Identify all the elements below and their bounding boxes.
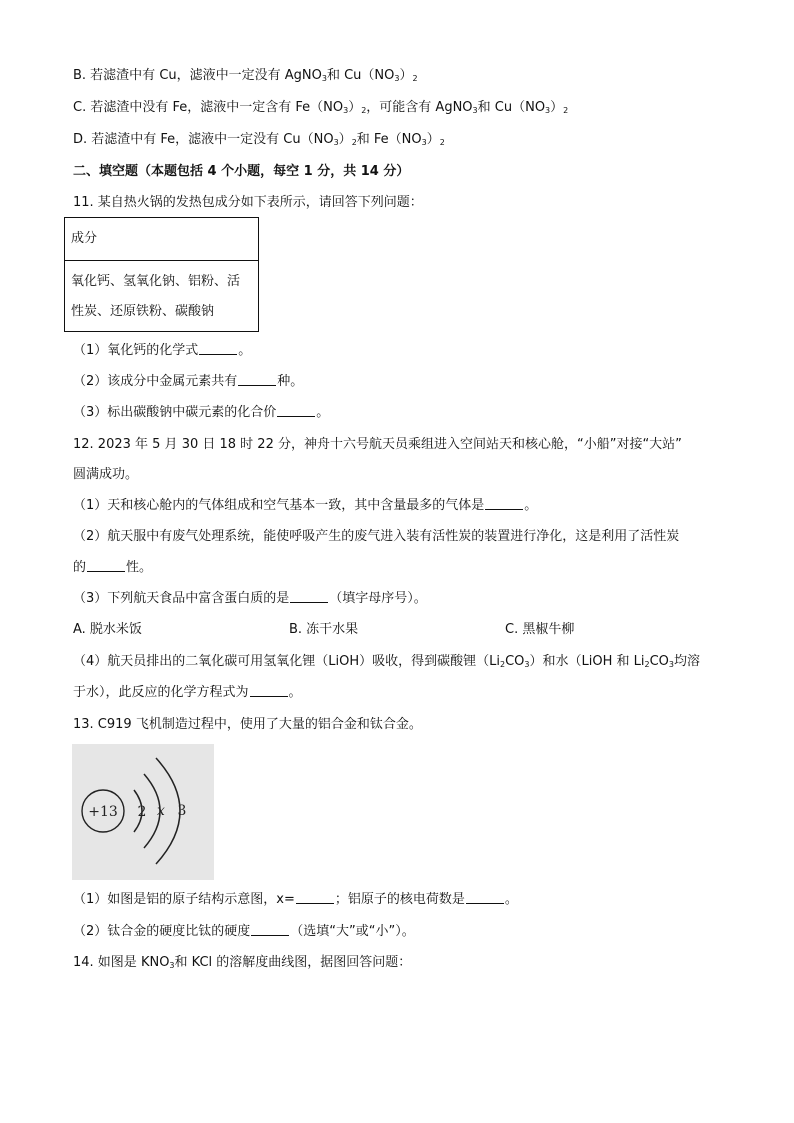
q12-part3: （3）下列航天食品中富含蛋白质的是 （填字母序号）。 xyxy=(73,591,427,606)
q13-part2: （2）钛合金的硬度比钛的硬度 （选填“大”或“小”）。 xyxy=(73,924,415,939)
section-title: 二、填空题（本题包括 4 个小题，每空 1 分，共 14 分） xyxy=(73,164,410,179)
q12-part2-line1: （2）航天服中有废气处理系统，能使呼吸产生的废气进入装有活性炭的装置进行净化，这是利用了活性炭 xyxy=(73,529,680,544)
q14-stem: 14. 如图是 $KNO_3$和 KCl 的溶解度曲线图，据图回答问题： xyxy=(73,955,412,970)
answer-blank[interactable] xyxy=(251,923,289,936)
q10-option-d: D. 若滤渣中有 Fe，滤液中一定没有 $Cu(NO_3)_2$和 $Fe(NO_3)_2$ xyxy=(73,132,445,147)
q12-stem-line1: 12. 2023 年 5 月 30 日 18 时 22 分，神舟十六号航天员乘组进入空间站天和核心舱，“小船”对接“大站” xyxy=(73,437,682,452)
table-header: 成分 xyxy=(65,218,259,261)
atom-diagram-svg xyxy=(72,744,214,880)
answer-blank[interactable] xyxy=(485,497,523,510)
q13-part1: （1）如图是铝的原子结构示意图，x= ；铝原子的核电荷数是 。 xyxy=(73,892,518,907)
answer-blank[interactable] xyxy=(290,590,328,603)
q11-stem: 11. 某自热火锅的发热包成分如下表所示，请回答下列问题： xyxy=(73,195,423,210)
q11-part3: （3）标出碳酸钠中碳元素的化合价 。 xyxy=(73,405,330,420)
q13-stem: 13. C919 飞机制造过程中，使用了大量的铝合金和钛合金。 xyxy=(73,717,422,732)
answer-blank[interactable] xyxy=(277,404,315,417)
q10-option-b: B. 若滤渣中有 Cu，滤液中一定没有 AgNO$_3$和 $Cu(NO_3)_2$ xyxy=(73,68,418,83)
answer-blank[interactable] xyxy=(250,684,288,697)
nucleus-charge: +13 xyxy=(88,804,118,820)
shell2-electrons: x xyxy=(157,803,165,819)
q12-part1: （1）天和核心舱内的气体组成和空气基本一致，其中含量最多的气体是 。 xyxy=(73,498,538,513)
q11-part1: （1）氧化钙的化学式 。 xyxy=(73,343,252,358)
q12-stem-line2: 圆满成功。 xyxy=(73,467,139,482)
q12-option-c: C. 黑椒牛柳 xyxy=(505,622,575,637)
ingredients-table xyxy=(64,217,259,332)
shell3-electrons: 3 xyxy=(177,803,187,819)
answer-blank[interactable] xyxy=(87,559,125,572)
answer-blank[interactable] xyxy=(238,373,276,386)
q11-part2: （2）该成分中金属元素共有 种。 xyxy=(73,374,304,389)
aluminum-atom-structure-diagram xyxy=(72,744,214,880)
answer-blank[interactable] xyxy=(466,891,504,904)
q10-option-c: C. 若滤渣中没有 Fe，滤液中一定含有 $Fe(NO_3)_2$，可能含有 AgNO$_3$和 $Cu(NO_3)_2$ xyxy=(73,100,569,115)
q12-option-a: A. 脱水米饭 xyxy=(73,622,142,637)
answer-blank[interactable] xyxy=(199,342,237,355)
q12-option-b: B. 冻干水果 xyxy=(289,622,359,637)
q12-part4-line1: （4）航天员排出的二氧化碳可用氢氧化锂（LiOH）吸收，得到碳酸锂$(Li_2CO_3)$和水（LiOH 和 $Li_2CO_3$均溶 xyxy=(73,654,700,669)
shell1-electrons: 2 xyxy=(137,804,147,820)
q12-part4-line2: 于水），此反应的化学方程式为 。 xyxy=(73,685,302,700)
q12-part2-line2: 的 性。 xyxy=(73,560,153,575)
answer-blank[interactable] xyxy=(296,891,334,904)
table-cell: 氧化钙、氢氧化钠、铝粉、活性炭、还原铁粉、碳酸钠 xyxy=(65,261,259,332)
